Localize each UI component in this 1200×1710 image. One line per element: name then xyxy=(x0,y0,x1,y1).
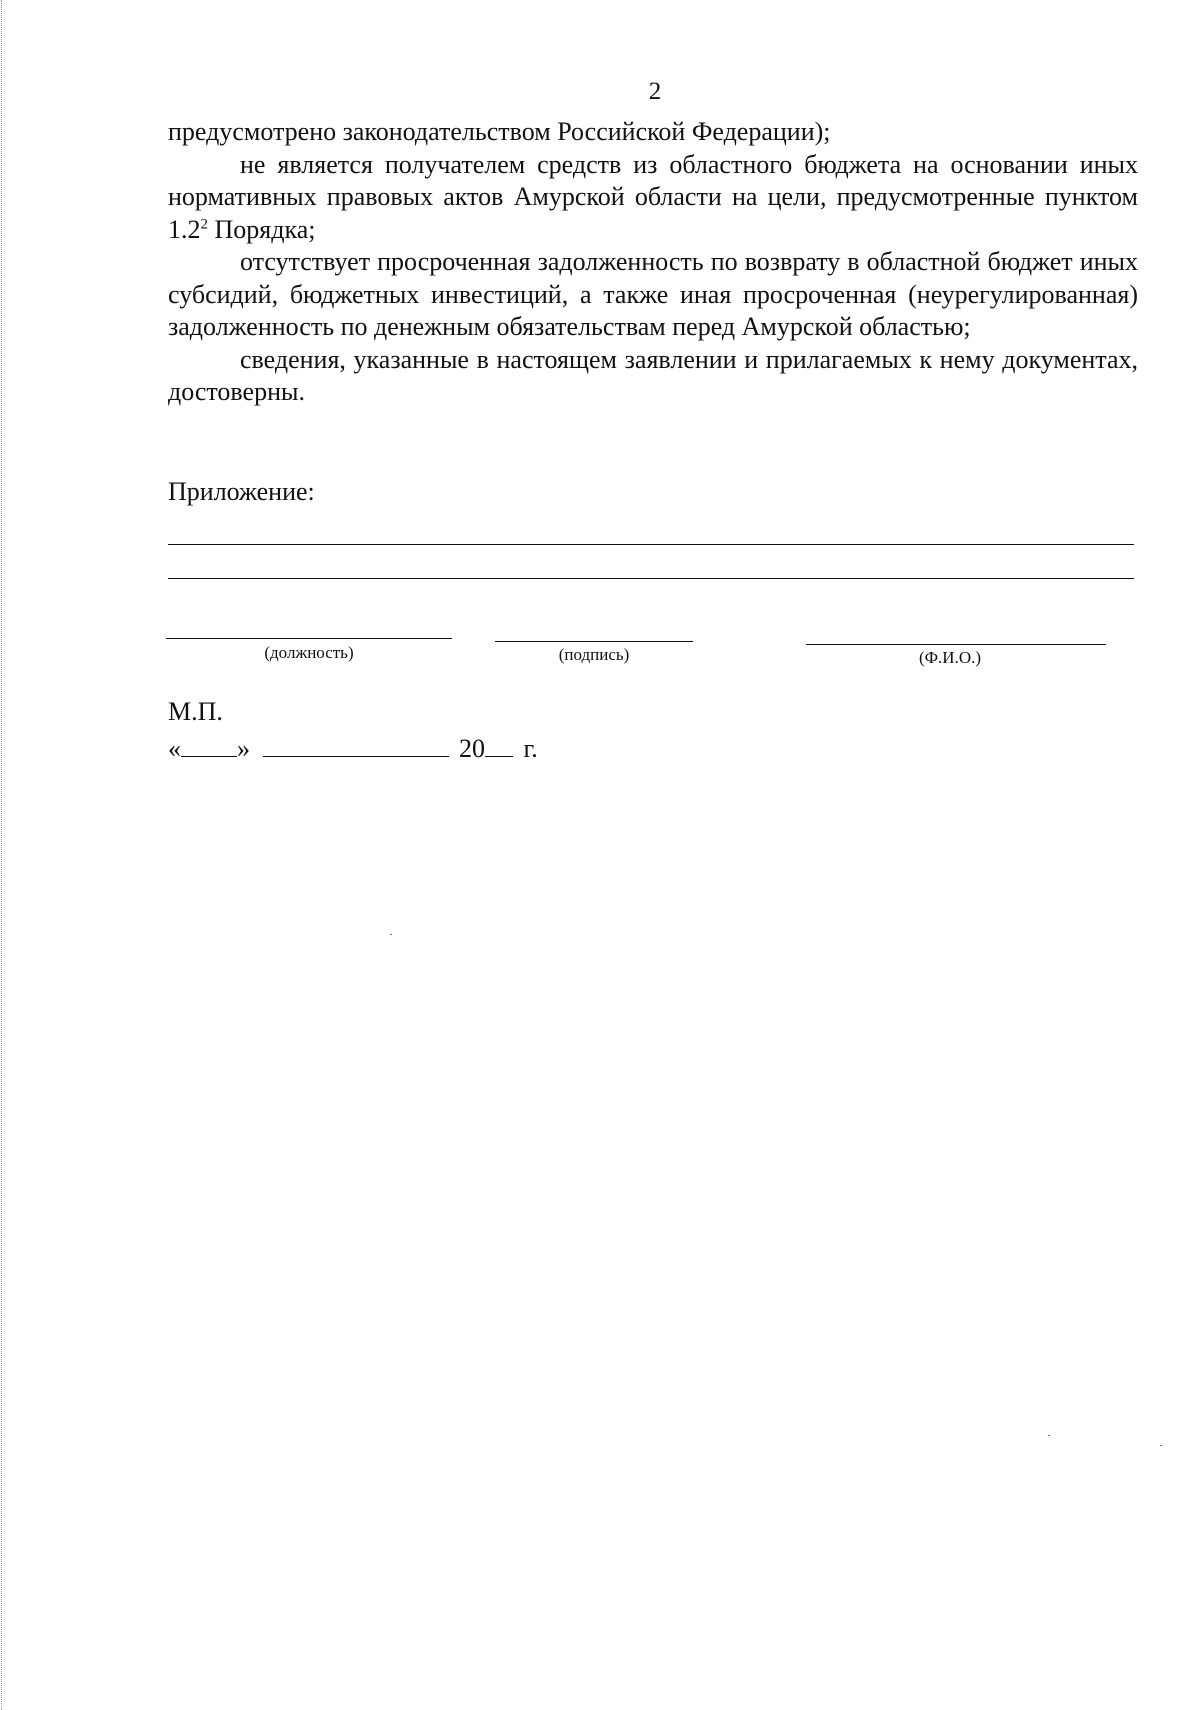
position-caption: (должность) xyxy=(264,643,354,662)
appendix-label: Приложение: xyxy=(168,477,315,506)
body-text xyxy=(168,116,1138,409)
appendix-line-1 xyxy=(168,544,1134,545)
paragraph-2 xyxy=(168,149,1138,247)
paragraph-2-tail: Порядка; xyxy=(208,214,316,244)
scan-speck xyxy=(390,934,392,935)
year-blank xyxy=(485,734,513,757)
year-prefix: 20 xyxy=(459,734,485,763)
appendix-line-2 xyxy=(168,578,1134,579)
signature-caption: (подпись) xyxy=(558,645,630,664)
paragraph-4: сведения, указанные в настоящем заявлении и прилагаемых к нему документах, достоверны. xyxy=(168,344,1138,406)
signature-line xyxy=(495,641,693,642)
scan-speck xyxy=(1048,1435,1050,1436)
superscript-2: 2 xyxy=(200,215,208,232)
date-close-quote: » xyxy=(237,734,250,763)
scan-left-edge xyxy=(1,0,2,1710)
paragraph-1: предусмотрено законодательством Российской Федерации); xyxy=(168,117,831,146)
position-line xyxy=(166,638,452,639)
scan-speck xyxy=(1160,1445,1162,1446)
paragraph-3: отсутствует просроченная задолженность по возврату в областной бюджет иных субсидий, бюджетных инвестиций, а также иная просроченная (неурегулированная) задолженность по денежным обязательствам перед Амурской областью; xyxy=(168,247,1138,341)
stamp-label: М.П. xyxy=(168,697,223,726)
day-blank xyxy=(181,734,237,757)
paragraph-2-text: не является получателем средств из областного бюджета на основании иных нормативных правовых актов Амурской области на цели, предусмотренные пунктом 1.2 xyxy=(168,149,1138,244)
date-open-quote: « xyxy=(168,734,181,763)
date-row xyxy=(168,734,538,764)
month-blank xyxy=(263,734,449,757)
year-suffix: г. xyxy=(523,734,538,763)
name-caption: (Ф.И.О.) xyxy=(918,648,982,667)
page-number: 2 xyxy=(648,78,662,105)
name-line xyxy=(806,644,1106,645)
